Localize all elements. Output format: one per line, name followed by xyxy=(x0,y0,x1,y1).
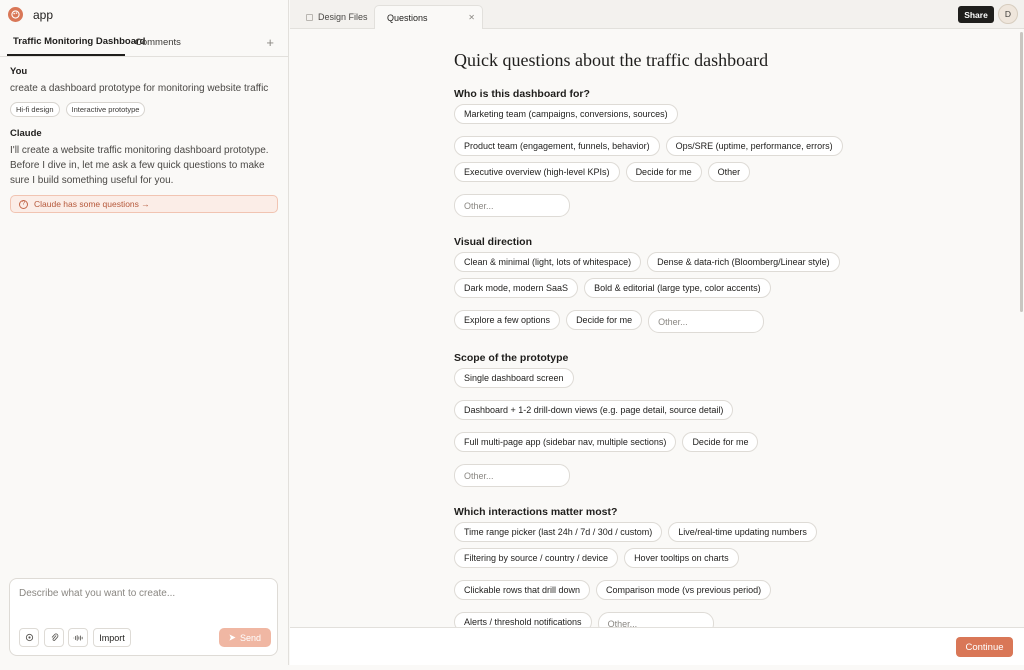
other-input[interactable] xyxy=(648,310,764,333)
assistant-message: I'll create a website traffic monitoring dashboard prototype. Before I dive in, let me ask a few quick questions to make sure I build something useful for you. xyxy=(10,145,269,186)
section-title: Scope of the prototype xyxy=(454,352,569,364)
option-chip[interactable]: Dashboard + 1-2 drill-down views (e.g. page detail, source detail) xyxy=(454,400,733,420)
option-chip[interactable]: Executive overview (high-level KPIs) xyxy=(454,162,620,182)
section-interactions xyxy=(454,506,884,635)
option-chip[interactable]: Decide for me xyxy=(626,162,702,182)
section-title: Which interactions matter most? xyxy=(454,506,618,518)
form-footer xyxy=(290,627,1024,665)
share-button[interactable]: Share xyxy=(958,6,994,23)
scrollbar[interactable] xyxy=(1019,30,1024,627)
tab-design-files[interactable] xyxy=(306,5,368,29)
page-title: Quick questions about the traffic dashboard xyxy=(454,50,769,70)
tab-label: Traffic Monitoring Dashboard xyxy=(13,36,146,47)
palette-icon[interactable] xyxy=(8,7,23,22)
option-chip[interactable]: Dark mode, modern SaaS xyxy=(454,278,578,298)
section-title: Who is this dashboard for? xyxy=(454,88,590,100)
tab-questions-label: Questions xyxy=(387,12,428,23)
app-header xyxy=(0,0,288,29)
option-chip[interactable]: Comparison mode (vs previous period) xyxy=(596,580,771,600)
user-message: create a dashboard prototype for monitoring website traffic xyxy=(10,83,269,94)
questions-banner[interactable] xyxy=(10,195,278,213)
continue-button[interactable]: Continue xyxy=(956,637,1013,657)
section-scope xyxy=(454,352,884,487)
question-icon: ? xyxy=(19,200,28,209)
option-chip[interactable]: Dense & data-rich (Bloomberg/Linear style) xyxy=(647,252,840,272)
questions-form xyxy=(290,30,1024,627)
tag-hifi: Hi-fi design xyxy=(10,102,60,117)
settings-button[interactable] xyxy=(19,628,39,647)
send-icon xyxy=(229,634,236,641)
tab-design-label: Design Files xyxy=(318,12,368,22)
option-chip[interactable]: Other xyxy=(708,162,751,182)
file-icon xyxy=(306,14,313,21)
option-chip[interactable]: Ops/SRE (uptime, performance, errors) xyxy=(666,136,843,156)
option-chip[interactable]: Full multi-page app (sidebar nav, multiple sections) xyxy=(454,432,676,452)
form-content xyxy=(454,50,884,670)
banner-text: Claude has some questions → xyxy=(34,199,150,209)
send-button[interactable] xyxy=(219,628,271,647)
app-name: app xyxy=(33,7,54,22)
tab-questions[interactable] xyxy=(374,5,483,29)
voice-button[interactable] xyxy=(68,628,88,647)
option-chip[interactable]: Live/real-time updating numbers xyxy=(668,522,817,542)
tab-traffic-dashboard[interactable] xyxy=(7,29,146,56)
option-chip[interactable]: Marketing team (campaigns, conversions, sources) xyxy=(454,104,678,124)
left-tabs xyxy=(0,29,288,57)
settings-icon xyxy=(25,633,34,642)
assistant-name: Claude xyxy=(10,128,42,139)
option-chip[interactable]: Decide for me xyxy=(566,310,642,330)
option-chip[interactable]: Time range picker (last 24h / 7d / 30d / custom) xyxy=(454,522,662,542)
option-group xyxy=(454,252,874,333)
chat-thread xyxy=(10,66,278,213)
user-name: You xyxy=(10,66,28,77)
option-chip[interactable]: Explore a few options xyxy=(454,310,560,330)
option-chip[interactable]: Product team (engagement, funnels, behavior) xyxy=(454,136,660,156)
section-title: Visual direction xyxy=(454,236,532,248)
option-chip[interactable]: Hover tooltips on charts xyxy=(624,548,739,568)
option-chip[interactable]: Single dashboard screen xyxy=(454,368,574,388)
option-group xyxy=(454,104,874,217)
prompt-input[interactable] xyxy=(19,588,259,599)
scroll-thumb[interactable] xyxy=(1020,32,1023,312)
top-bar xyxy=(290,0,1024,29)
option-chip[interactable]: Decide for me xyxy=(682,432,758,452)
send-label: Send xyxy=(239,632,262,643)
option-group xyxy=(454,522,874,635)
other-input[interactable] xyxy=(454,194,570,217)
attach-button[interactable] xyxy=(44,628,64,647)
option-chip[interactable]: Bold & editorial (large type, color accents) xyxy=(584,278,771,298)
option-chip[interactable]: Filtering by source / country / device xyxy=(454,548,618,568)
add-tab-icon[interactable]: + xyxy=(266,35,274,50)
option-chip[interactable]: Alerts / threshold notifications xyxy=(454,612,592,632)
import-button[interactable]: Import xyxy=(93,628,131,647)
composer xyxy=(9,578,278,656)
section-audience xyxy=(454,88,884,217)
other-input[interactable] xyxy=(454,464,570,487)
option-group xyxy=(454,368,874,487)
message-tags xyxy=(10,102,278,117)
tab-comments[interactable]: Comments xyxy=(135,37,181,48)
avatar[interactable]: D xyxy=(998,4,1018,24)
option-chip[interactable]: Clean & minimal (light, lots of whitespace) xyxy=(454,252,641,272)
waveform-icon xyxy=(73,634,83,642)
chat-panel xyxy=(0,0,289,665)
section-visual-direction xyxy=(454,236,884,333)
close-icon[interactable]: ✕ xyxy=(468,13,475,22)
option-chip[interactable]: Clickable rows that drill down xyxy=(454,580,590,600)
paperclip-icon xyxy=(50,633,59,643)
tag-interactive: Interactive prototype xyxy=(66,102,146,117)
